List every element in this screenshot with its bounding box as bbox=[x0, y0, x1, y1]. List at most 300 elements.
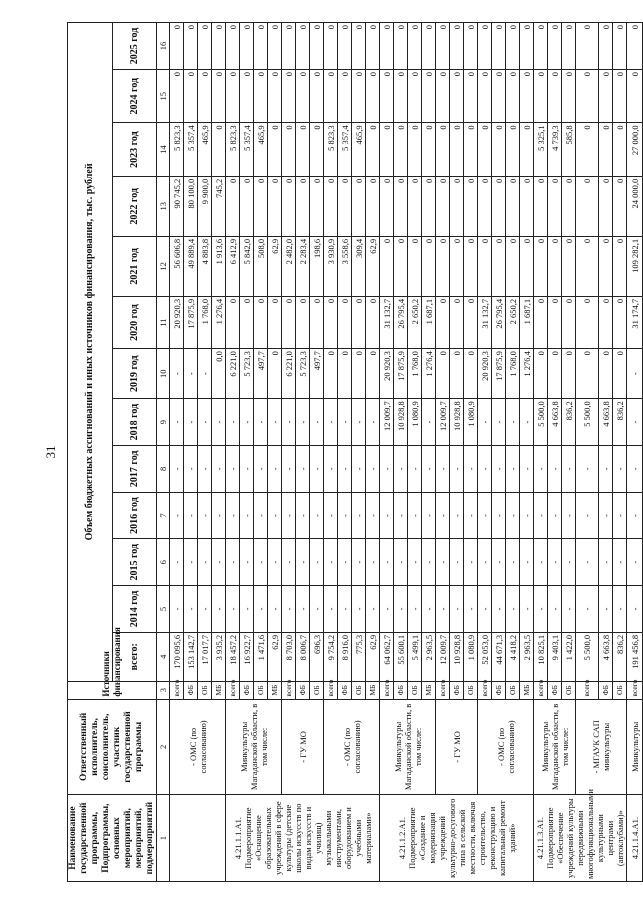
value-cell: - bbox=[338, 399, 352, 446]
value-cell: - bbox=[352, 399, 366, 446]
value-cell: 1 080,9 bbox=[408, 399, 422, 446]
value-cell: 5 723,3 bbox=[240, 349, 254, 399]
value-cell: 0 bbox=[576, 69, 599, 122]
value-cell: - bbox=[408, 445, 422, 492]
total-cell: 1 080,9 bbox=[464, 632, 478, 681]
value-cell: 0 bbox=[422, 23, 436, 70]
total-cell: 17 017,7 bbox=[198, 632, 212, 681]
header-executor: Ответственный исполнитель, соисполнитель, участник государственной программы bbox=[68, 699, 157, 795]
value-cell: 5 500,0 bbox=[534, 399, 548, 446]
table-row bbox=[226, 23, 240, 882]
value-cell: - bbox=[394, 586, 408, 633]
column-number: 15 bbox=[157, 69, 170, 122]
total-cell: 170 095,6 bbox=[170, 632, 184, 681]
value-cell: 745,2 bbox=[212, 176, 226, 236]
value-cell: 0 bbox=[324, 296, 338, 348]
value-cell: - bbox=[613, 492, 627, 539]
source-cell: ОБ bbox=[464, 681, 478, 699]
value-cell: 109 282,1 bbox=[627, 236, 643, 296]
value-cell: 0 bbox=[464, 236, 478, 296]
value-cell: - bbox=[352, 586, 366, 633]
value-cell: 31 132,7 bbox=[380, 296, 394, 348]
value-cell: - bbox=[450, 586, 464, 633]
value-cell: - bbox=[576, 586, 599, 633]
value-cell: - bbox=[599, 492, 613, 539]
source-cell: ОБ bbox=[506, 681, 520, 699]
value-cell: 0 bbox=[450, 236, 464, 296]
value-cell: 0 bbox=[268, 23, 282, 70]
value-cell: 0 bbox=[352, 296, 366, 348]
value-cell: 0 bbox=[394, 176, 408, 236]
value-cell: - bbox=[627, 349, 643, 399]
value-cell: 0 bbox=[599, 296, 613, 348]
value-cell: 0 bbox=[613, 23, 627, 70]
value-cell: - bbox=[422, 539, 436, 586]
value-cell: - bbox=[282, 399, 296, 446]
value-cell: 0 bbox=[212, 23, 226, 70]
value-cell: 0 bbox=[464, 23, 478, 70]
value-cell: 5 823,3 bbox=[170, 123, 184, 176]
value-cell: 0 bbox=[352, 349, 366, 399]
value-cell: 0 bbox=[352, 69, 366, 122]
value-cell: - bbox=[184, 586, 198, 633]
value-cell: - bbox=[282, 445, 296, 492]
value-cell: - bbox=[212, 445, 226, 492]
value-cell: - bbox=[394, 492, 408, 539]
value-cell: 27 000,0 bbox=[627, 123, 643, 176]
value-cell: 0 bbox=[478, 236, 492, 296]
value-cell: - bbox=[534, 445, 548, 492]
source-cell: ФБ bbox=[394, 681, 408, 699]
value-cell: 0 bbox=[450, 23, 464, 70]
executor-cell: - ОМС (по согласованию) bbox=[324, 699, 380, 795]
value-cell: - bbox=[394, 445, 408, 492]
value-cell: 0 bbox=[170, 69, 184, 122]
value-cell: 0 bbox=[338, 349, 352, 399]
column-number: 12 bbox=[157, 236, 170, 296]
column-number: 9 bbox=[157, 399, 170, 446]
value-cell: 5 823,3 bbox=[226, 123, 240, 176]
value-cell: 0 bbox=[548, 176, 562, 236]
value-cell: 0 bbox=[352, 176, 366, 236]
source-cell: ФБ bbox=[548, 681, 562, 699]
value-cell: 2 482,0 bbox=[282, 236, 296, 296]
table-row bbox=[478, 23, 492, 882]
column-number: 2 bbox=[157, 699, 170, 795]
value-cell: - bbox=[240, 492, 254, 539]
value-cell: 0 bbox=[520, 176, 534, 236]
column-number: 8 bbox=[157, 445, 170, 492]
value-cell: 0 bbox=[268, 123, 282, 176]
value-cell: 0 bbox=[366, 69, 380, 122]
value-cell: - bbox=[576, 539, 599, 586]
column-number: 16 bbox=[157, 23, 170, 70]
value-cell: - bbox=[450, 539, 464, 586]
value-cell: 0 bbox=[562, 296, 576, 348]
value-cell: - bbox=[226, 399, 240, 446]
value-cell: - bbox=[268, 399, 282, 446]
value-cell: 0 bbox=[226, 69, 240, 122]
value-cell: 17 875,9 bbox=[184, 296, 198, 348]
value-cell: 0 bbox=[436, 23, 450, 70]
value-cell: 10 928,8 bbox=[394, 399, 408, 446]
value-cell: - bbox=[478, 399, 492, 446]
value-cell: - bbox=[599, 445, 613, 492]
rotated-page bbox=[67, 22, 640, 882]
column-number: 4 bbox=[157, 632, 170, 681]
value-cell: - bbox=[310, 586, 324, 633]
value-cell: - bbox=[422, 492, 436, 539]
value-cell: - bbox=[254, 399, 268, 446]
value-cell: - bbox=[338, 586, 352, 633]
value-cell: 0 bbox=[613, 349, 627, 399]
value-cell: - bbox=[464, 539, 478, 586]
value-cell: - bbox=[492, 399, 506, 446]
header-program-name: Наименование государственной программы, Подпрограммы, основных мероприятий, мероприятий, подмероприятий bbox=[68, 795, 157, 882]
value-cell: 497,7 bbox=[310, 349, 324, 399]
value-cell: - bbox=[198, 399, 212, 446]
page-number: 31 bbox=[43, 445, 58, 459]
value-cell: 1 276,4 bbox=[422, 349, 436, 399]
value-cell: 3 930,9 bbox=[324, 236, 338, 296]
value-cell: - bbox=[534, 586, 548, 633]
value-cell: 0 bbox=[282, 123, 296, 176]
source-cell: всего bbox=[534, 681, 548, 699]
value-cell: - bbox=[226, 492, 240, 539]
value-cell: 0 bbox=[324, 23, 338, 70]
value-cell: 0 bbox=[548, 69, 562, 122]
header-year: 2014 год bbox=[112, 586, 157, 633]
value-cell: - bbox=[352, 445, 366, 492]
value-cell: 1 276,4 bbox=[520, 349, 534, 399]
value-cell: - bbox=[613, 539, 627, 586]
source-cell: всего bbox=[324, 681, 338, 699]
value-cell: 0 bbox=[296, 296, 310, 348]
value-cell: - bbox=[548, 492, 562, 539]
total-cell: 64 062,7 bbox=[380, 632, 394, 681]
program-name-cell bbox=[170, 795, 226, 882]
value-cell: 0 bbox=[576, 23, 599, 70]
source-cell: всего bbox=[436, 681, 450, 699]
value-cell: - bbox=[627, 445, 643, 492]
value-cell: 0 bbox=[310, 23, 324, 70]
value-cell: - bbox=[506, 539, 520, 586]
table-row bbox=[380, 23, 394, 882]
value-cell: 0 bbox=[408, 23, 422, 70]
value-cell: 0 bbox=[310, 123, 324, 176]
value-cell: 465,9 bbox=[198, 123, 212, 176]
value-cell: - bbox=[212, 492, 226, 539]
value-cell: 0 bbox=[296, 176, 310, 236]
value-cell: - bbox=[562, 445, 576, 492]
value-cell: 0 bbox=[450, 349, 464, 399]
value-cell: - bbox=[548, 445, 562, 492]
value-cell: - bbox=[478, 539, 492, 586]
value-cell: - bbox=[599, 586, 613, 633]
value-cell: 0 bbox=[450, 176, 464, 236]
value-cell: 80 100,0 bbox=[184, 176, 198, 236]
value-cell: 0 bbox=[506, 176, 520, 236]
value-cell: 0 bbox=[394, 236, 408, 296]
value-cell: - bbox=[562, 539, 576, 586]
header-year: 2017 год bbox=[112, 445, 157, 492]
value-cell: 5 842,0 bbox=[240, 236, 254, 296]
value-cell: 0 bbox=[576, 349, 599, 399]
value-cell: 56 606,8 bbox=[170, 236, 184, 296]
value-cell: 0 bbox=[366, 296, 380, 348]
value-cell: 6 221,0 bbox=[282, 349, 296, 399]
source-cell: ФБ bbox=[184, 681, 198, 699]
total-cell: 9 403,1 bbox=[548, 632, 562, 681]
value-cell: 0 bbox=[240, 176, 254, 236]
funding-table bbox=[67, 22, 643, 882]
column-number: 7 bbox=[157, 492, 170, 539]
value-cell: 0 bbox=[520, 123, 534, 176]
source-cell: ОБ bbox=[613, 681, 627, 699]
value-cell: 62,9 bbox=[268, 236, 282, 296]
value-cell: 0 bbox=[310, 296, 324, 348]
value-cell: - bbox=[436, 539, 450, 586]
value-cell: - bbox=[338, 492, 352, 539]
source-cell: всего bbox=[627, 681, 643, 699]
value-cell: 17 875,9 bbox=[394, 349, 408, 399]
value-cell: 836,2 bbox=[613, 399, 627, 446]
value-cell: - bbox=[240, 586, 254, 633]
source-cell: ОБ bbox=[198, 681, 212, 699]
program-name-cell: 4.21.1.2.А1. Подмероприятие «Создание и модернизация учреждений культурно-досугового типа в сельской местности, включая строительство, реконструкцию и капитальный ремонт зданий» bbox=[380, 795, 534, 882]
value-cell: - bbox=[254, 586, 268, 633]
value-cell: 2 283,4 bbox=[296, 236, 310, 296]
value-cell: 4 663,8 bbox=[548, 399, 562, 446]
header-total: всего: bbox=[112, 632, 157, 681]
value-cell: - bbox=[436, 445, 450, 492]
value-cell: - bbox=[366, 445, 380, 492]
value-cell: - bbox=[170, 586, 184, 633]
value-cell: 0 bbox=[562, 349, 576, 399]
value-cell: 5 357,4 bbox=[338, 123, 352, 176]
value-cell: 0 bbox=[562, 69, 576, 122]
value-cell: - bbox=[282, 539, 296, 586]
value-cell: - bbox=[492, 492, 506, 539]
value-cell: 0 bbox=[296, 123, 310, 176]
value-cell: 0 bbox=[464, 176, 478, 236]
value-cell: 0 bbox=[464, 69, 478, 122]
value-cell: 0 bbox=[380, 23, 394, 70]
value-cell: 0 bbox=[268, 69, 282, 122]
total-cell: 2 963,5 bbox=[520, 632, 534, 681]
value-cell: 0 bbox=[380, 69, 394, 122]
value-cell: 0 bbox=[613, 296, 627, 348]
value-cell: - bbox=[506, 445, 520, 492]
value-cell: 31 132,7 bbox=[478, 296, 492, 348]
value-cell: - bbox=[198, 539, 212, 586]
value-cell: 0 bbox=[613, 236, 627, 296]
value-cell: - bbox=[170, 492, 184, 539]
value-cell: - bbox=[310, 399, 324, 446]
value-cell: 0 bbox=[254, 296, 268, 348]
value-cell: 5 500,0 bbox=[576, 399, 599, 446]
value-cell: 0 bbox=[380, 236, 394, 296]
value-cell: 0 bbox=[324, 69, 338, 122]
value-cell: 0 bbox=[436, 69, 450, 122]
value-cell: - bbox=[380, 445, 394, 492]
value-cell: 0 bbox=[422, 176, 436, 236]
value-cell: - bbox=[436, 586, 450, 633]
column-number: 13 bbox=[157, 176, 170, 236]
executor-cell: - ОМС (по согласованию) bbox=[478, 699, 534, 795]
value-cell: 0 bbox=[394, 69, 408, 122]
value-cell: 1 276,4 bbox=[212, 296, 226, 348]
value-cell: - bbox=[576, 492, 599, 539]
value-cell: 0 bbox=[338, 176, 352, 236]
value-cell: 0 bbox=[613, 69, 627, 122]
value-cell: - bbox=[506, 399, 520, 446]
value-cell: 26 795,4 bbox=[492, 296, 506, 348]
value-cell: - bbox=[394, 539, 408, 586]
source-cell: ОБ bbox=[310, 681, 324, 699]
value-cell: 0 bbox=[380, 176, 394, 236]
value-cell: - bbox=[324, 445, 338, 492]
value-cell: 26 795,4 bbox=[394, 296, 408, 348]
header-year: 2023 год bbox=[112, 123, 157, 176]
value-cell: - bbox=[478, 492, 492, 539]
value-cell: - bbox=[212, 586, 226, 633]
value-cell: - bbox=[408, 492, 422, 539]
source-cell: МБ bbox=[422, 681, 436, 699]
value-cell: - bbox=[282, 586, 296, 633]
value-cell: 0 bbox=[212, 123, 226, 176]
value-cell: 0 bbox=[422, 123, 436, 176]
source-cell: МБ bbox=[520, 681, 534, 699]
value-cell: 0 bbox=[268, 349, 282, 399]
source-cell: ФБ bbox=[492, 681, 506, 699]
header-sources: Источники финансирования bbox=[68, 681, 157, 699]
value-cell: 0 bbox=[422, 236, 436, 296]
value-cell: 0 bbox=[534, 296, 548, 348]
source-cell: ФБ bbox=[296, 681, 310, 699]
value-cell: 2 650,2 bbox=[506, 296, 520, 348]
total-cell: 4 663,8 bbox=[599, 632, 613, 681]
value-cell: 0 bbox=[548, 23, 562, 70]
value-cell: 0 bbox=[627, 23, 643, 70]
value-cell: 0 bbox=[226, 296, 240, 348]
value-cell: 0 bbox=[464, 123, 478, 176]
value-cell: 0 bbox=[436, 176, 450, 236]
value-cell: - bbox=[613, 445, 627, 492]
column-number: 3 bbox=[157, 681, 170, 699]
value-cell: - bbox=[627, 586, 643, 633]
value-cell: 10 928,8 bbox=[450, 399, 464, 446]
source-cell: ФБ bbox=[240, 681, 254, 699]
value-cell: 0 bbox=[240, 296, 254, 348]
value-cell: - bbox=[562, 586, 576, 633]
value-cell: 0 bbox=[184, 23, 198, 70]
value-cell: - bbox=[478, 445, 492, 492]
value-cell: - bbox=[296, 492, 310, 539]
value-cell: - bbox=[170, 445, 184, 492]
value-cell: 0 bbox=[506, 236, 520, 296]
value-cell: 20 920,3 bbox=[380, 349, 394, 399]
value-cell: 5 357,4 bbox=[184, 123, 198, 176]
value-cell: 4 739,3 bbox=[548, 123, 562, 176]
header-year: 2025 год bbox=[112, 23, 157, 70]
value-cell: 0 bbox=[562, 236, 576, 296]
executor-cell: Минкультуры Магаданской области, в том числе: bbox=[226, 699, 282, 795]
value-cell: - bbox=[520, 445, 534, 492]
total-cell: 8 703,0 bbox=[282, 632, 296, 681]
value-cell: 0 bbox=[492, 69, 506, 122]
table-body bbox=[170, 23, 643, 882]
source-cell: ОБ bbox=[254, 681, 268, 699]
value-cell: - bbox=[324, 492, 338, 539]
value-cell: 0 bbox=[254, 23, 268, 70]
value-cell: 0 bbox=[240, 69, 254, 122]
value-cell: - bbox=[613, 586, 627, 633]
value-cell: - bbox=[627, 539, 643, 586]
value-cell: 0 bbox=[599, 176, 613, 236]
value-cell: - bbox=[170, 539, 184, 586]
executor-cell: Минкультуры Магаданской области, в том числе: bbox=[534, 699, 576, 795]
value-cell: 4 883,8 bbox=[198, 236, 212, 296]
value-cell: 0 bbox=[464, 349, 478, 399]
value-cell: 0 bbox=[492, 123, 506, 176]
value-cell: - bbox=[520, 586, 534, 633]
value-cell: 0 bbox=[366, 123, 380, 176]
value-cell: 198,6 bbox=[310, 236, 324, 296]
value-cell: - bbox=[366, 399, 380, 446]
value-cell: 0 bbox=[198, 23, 212, 70]
value-cell: 508,0 bbox=[254, 236, 268, 296]
value-cell: 0 bbox=[436, 349, 450, 399]
value-cell: - bbox=[520, 399, 534, 446]
column-number-row bbox=[157, 23, 170, 882]
value-cell: 0 bbox=[534, 176, 548, 236]
header-year: 2016 год bbox=[112, 492, 157, 539]
value-cell: 0 bbox=[492, 176, 506, 236]
value-cell: 0 bbox=[613, 123, 627, 176]
value-cell: 497,7 bbox=[254, 349, 268, 399]
total-cell: 55 600,1 bbox=[394, 632, 408, 681]
value-cell: - bbox=[254, 492, 268, 539]
value-cell: 0 bbox=[338, 69, 352, 122]
value-cell: - bbox=[576, 445, 599, 492]
value-cell: - bbox=[254, 539, 268, 586]
value-cell: 0 bbox=[576, 123, 599, 176]
value-cell: 1 080,9 bbox=[464, 399, 478, 446]
value-cell: 20 920,3 bbox=[170, 296, 184, 348]
value-cell: 0 bbox=[436, 236, 450, 296]
value-cell: 1 768,0 bbox=[506, 349, 520, 399]
value-cell: - bbox=[506, 492, 520, 539]
value-cell: 0 bbox=[534, 69, 548, 122]
value-cell: - bbox=[240, 399, 254, 446]
value-cell: 0 bbox=[599, 23, 613, 70]
value-cell: 0 bbox=[534, 23, 548, 70]
value-cell: - bbox=[450, 445, 464, 492]
value-cell: - bbox=[268, 539, 282, 586]
value-cell: - bbox=[254, 445, 268, 492]
source-cell: ОБ bbox=[562, 681, 576, 699]
value-cell: 0 bbox=[599, 123, 613, 176]
value-cell: 0 bbox=[240, 23, 254, 70]
value-cell: - bbox=[627, 399, 643, 446]
value-cell: 12 009,7 bbox=[380, 399, 394, 446]
executor-cell: - ОМС (по согласованию) bbox=[170, 699, 226, 795]
table-row bbox=[324, 23, 338, 882]
value-cell: 1 768,0 bbox=[408, 349, 422, 399]
source-cell: МБ bbox=[268, 681, 282, 699]
value-cell: 0 bbox=[338, 296, 352, 348]
